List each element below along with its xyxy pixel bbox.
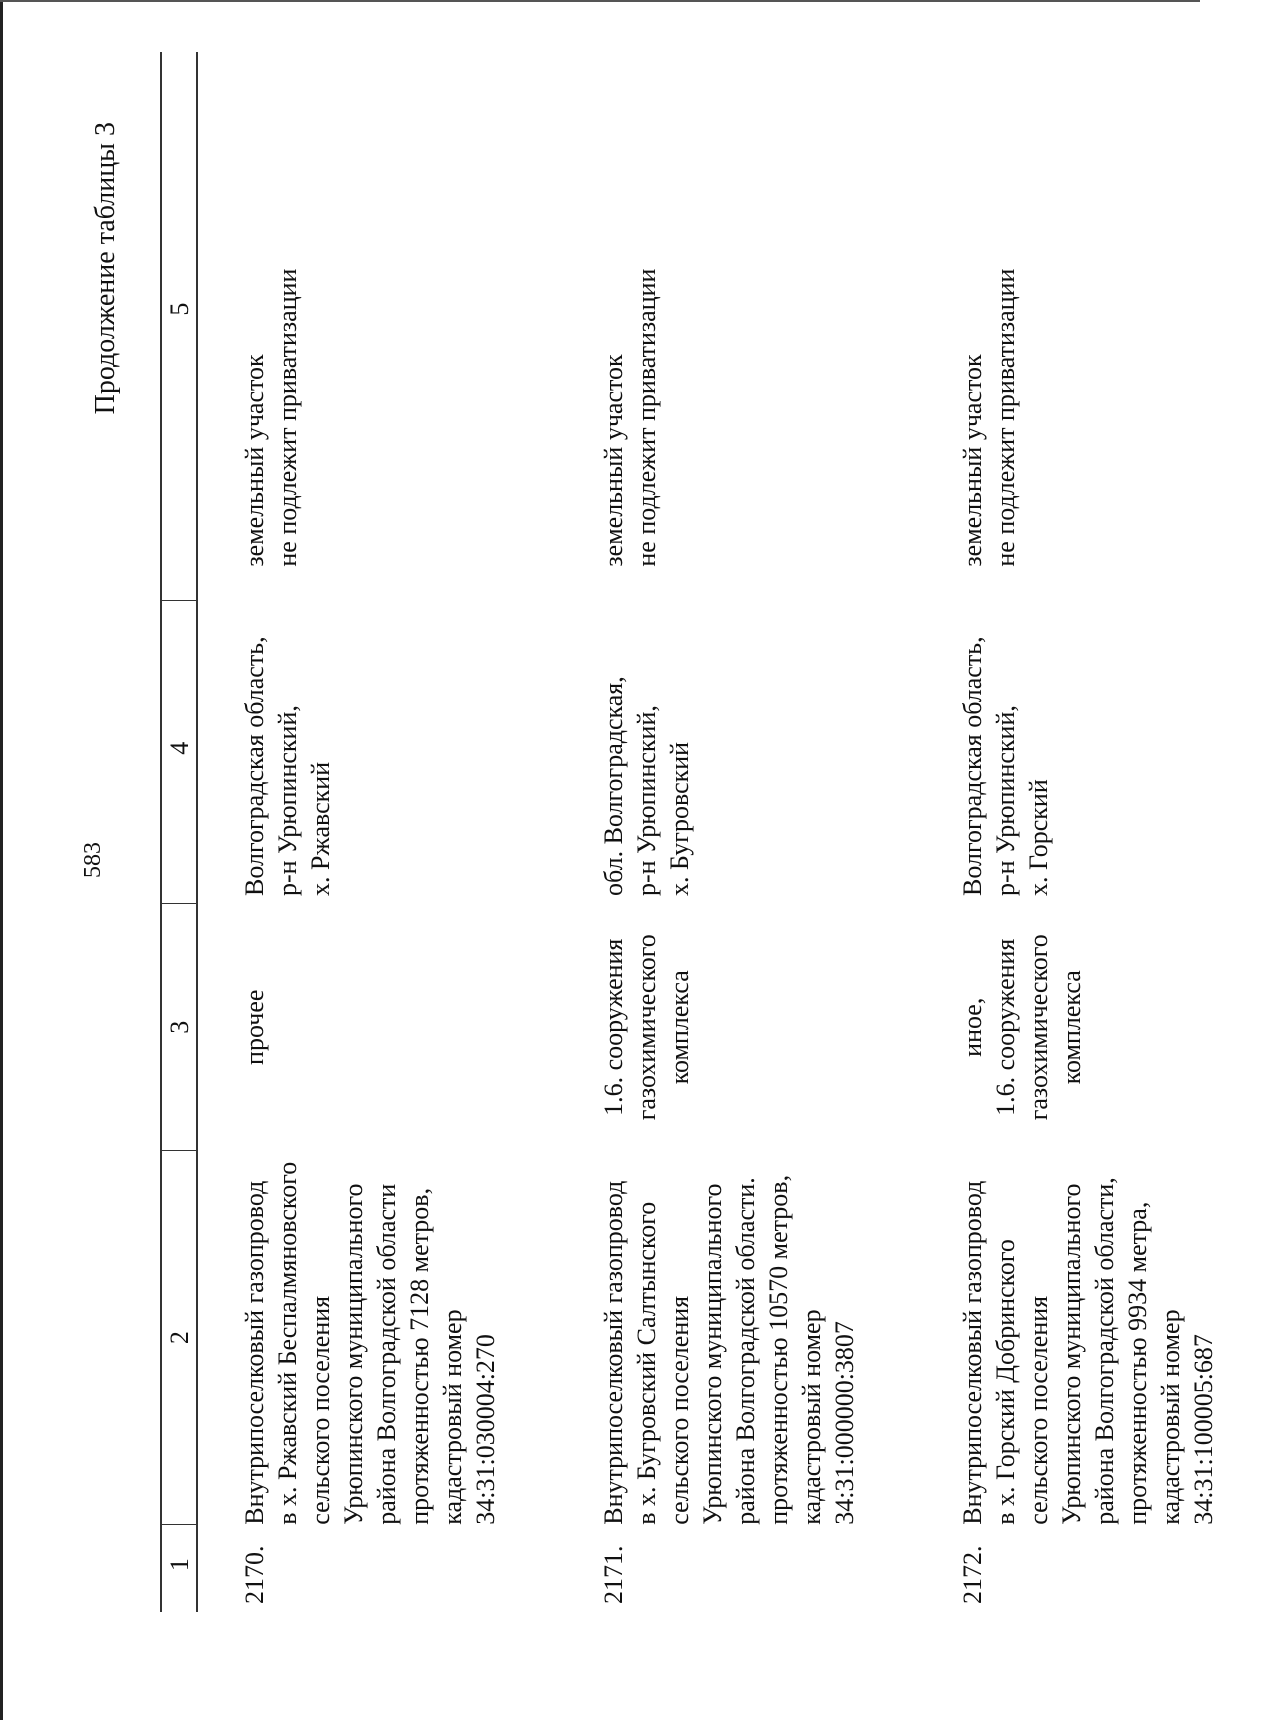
object-address-line: х. Горский xyxy=(1024,779,1053,896)
row-number: 2170. xyxy=(240,1545,269,1604)
object-name-line: района Волгоградской области xyxy=(372,1183,401,1525)
object-name-line: Урюпинского муниципального xyxy=(698,1183,727,1525)
object-address-line: х. Бугровский xyxy=(665,741,694,896)
object-note-line: не подлежит приватизации xyxy=(273,268,302,567)
object-address xyxy=(916,601,1275,904)
object-type-line: 1.6. сооружения xyxy=(599,938,628,1116)
object-address-line: обл. Волгоградская, xyxy=(599,676,628,896)
object-name-line: района Волгоградской области, xyxy=(1090,1177,1119,1525)
object-type-line: газохимического xyxy=(632,934,661,1121)
object-address-line: р-н Урюпинский, xyxy=(632,705,661,896)
object-type-line: иное, xyxy=(958,997,987,1057)
object-name-line: кадастровый номер xyxy=(438,1309,467,1525)
object-type xyxy=(916,904,1275,1151)
object-name-line: района Волгоградской области. xyxy=(731,1177,760,1525)
object-address-line: Волгоградская область, xyxy=(958,636,987,896)
table-continuation-label: Продолжение таблицы 3 xyxy=(90,122,121,415)
object-name-line: кадастровый номер xyxy=(797,1309,826,1525)
object-name-line: протяженностью 9934 метра, xyxy=(1123,1201,1152,1525)
object-note-line: земельный участок xyxy=(599,354,628,567)
object-name-line: Урюпинского муниципального xyxy=(1057,1183,1086,1525)
object-name-line: 34:31:100005:687 xyxy=(1189,1334,1218,1525)
table-row xyxy=(197,52,557,1612)
page-number: 583 xyxy=(80,842,106,878)
object-name-line: в х. Бугровский Салтынского xyxy=(632,1201,661,1525)
object-name-line: Урюпинского муниципального xyxy=(339,1183,368,1525)
object-name-line: 34:31:030004:270 xyxy=(471,1334,500,1525)
object-name-line: протяженностью 10570 метров, xyxy=(764,1174,793,1525)
object-address-line: Волгоградская область, xyxy=(240,636,269,896)
object-name-line: сельского поселения xyxy=(306,1295,335,1525)
object-name-line: сельского поселения xyxy=(1024,1295,1053,1525)
object-name xyxy=(557,1151,916,1525)
object-address-line: х. Ржавский xyxy=(306,761,335,896)
object-address xyxy=(197,601,557,904)
object-name-line: сельского поселения xyxy=(665,1295,694,1525)
object-name-line: Внутрипоселковый газопровод xyxy=(599,1180,628,1525)
object-note-line: земельный участок xyxy=(958,354,987,567)
column-number-1: 1 xyxy=(161,1525,197,1612)
object-type-line: прочее xyxy=(240,989,269,1065)
object-type xyxy=(197,904,557,1151)
object-note-line: земельный участок xyxy=(240,354,269,567)
object-name-line: протяженностью 7128 метров, xyxy=(405,1187,434,1525)
object-name-line: Внутрипоселковый газопровод xyxy=(958,1180,987,1525)
object-note xyxy=(557,52,916,601)
object-address xyxy=(557,601,916,904)
object-name-line: 34:31:000000:3807 xyxy=(830,1321,859,1525)
row-number: 2171. xyxy=(599,1545,628,1604)
object-note xyxy=(916,52,1275,601)
object-name-line: в х. Горский Добринского xyxy=(991,1239,1020,1525)
object-type-line: 1.6. сооружения xyxy=(991,938,1020,1116)
object-name xyxy=(197,1151,557,1525)
object-note xyxy=(197,52,557,601)
object-name-line: Внутрипоселковый газопровод xyxy=(240,1180,269,1525)
register-table xyxy=(160,52,1275,1612)
table-row xyxy=(916,52,1275,1612)
column-number-header xyxy=(161,52,197,1612)
table-row xyxy=(557,52,916,1612)
object-type-line: комплекса xyxy=(665,970,694,1085)
column-number-5: 5 xyxy=(161,52,197,601)
object-address-line: р-н Урюпинский, xyxy=(991,705,1020,896)
column-number-3: 3 xyxy=(161,904,197,1151)
object-type-line: газохимического xyxy=(1024,934,1053,1121)
object-type xyxy=(557,904,916,1151)
row-number: 2172. xyxy=(958,1545,987,1604)
column-number-4: 4 xyxy=(161,601,197,904)
object-note-line: не подлежит приватизации xyxy=(991,268,1020,567)
object-name-line: в х. Ржавский Беспалмяновского xyxy=(273,1161,302,1525)
object-note-line: не подлежит приватизации xyxy=(632,268,661,567)
object-address-line: р-н Урюпинский, xyxy=(273,705,302,896)
object-type-line: комплекса xyxy=(1057,970,1086,1085)
object-name xyxy=(916,1151,1275,1525)
column-number-2: 2 xyxy=(161,1151,197,1525)
object-name-line: кадастровый номер xyxy=(1156,1309,1185,1525)
